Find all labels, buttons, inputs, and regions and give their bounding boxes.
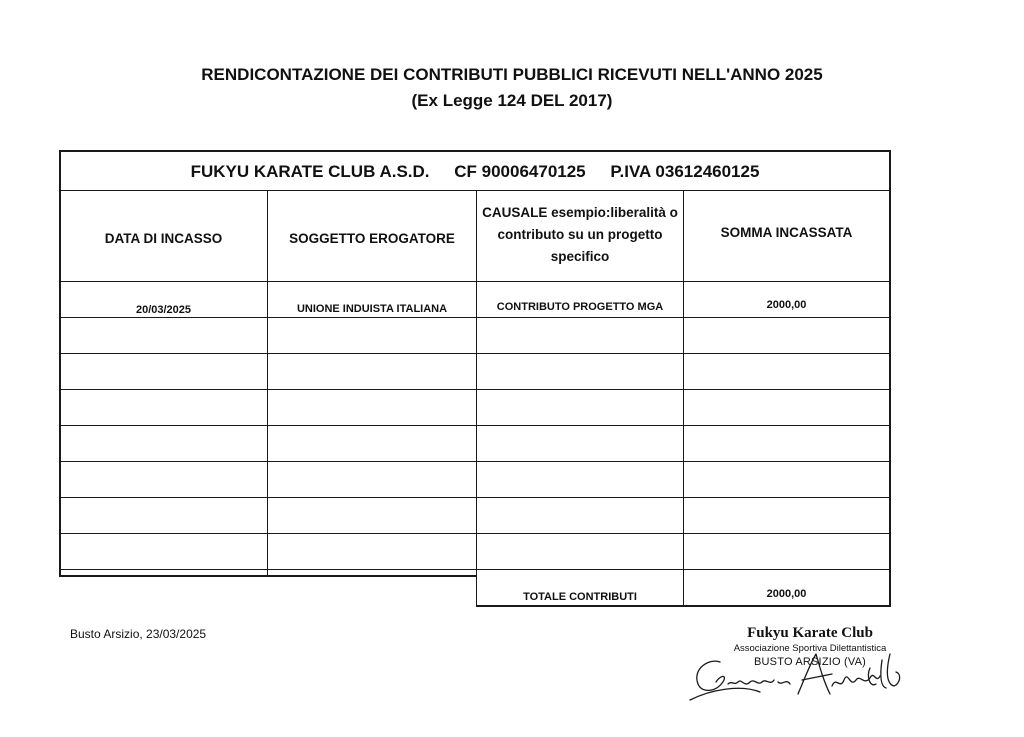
club-cf: CF 90006470125: [454, 162, 586, 181]
title-line-2: (Ex Legge 124 DEL 2017): [411, 91, 613, 110]
stamp-name: Fukyu Karate Club: [747, 625, 873, 641]
place-date: Busto Arsizio, 23/03/2025: [70, 627, 207, 641]
row-1-causale: CONTRIBUTO PROGETTO MGA: [496, 301, 664, 313]
header-somma-incassata: SOMMA INCASSATA: [720, 225, 853, 240]
total-value: 2000,00: [766, 588, 807, 600]
header-data-incasso: DATA DI INCASSO: [104, 231, 223, 246]
club-piva: P.IVA 03612460125: [610, 162, 760, 181]
club-name: FUKYU KARATE CLUB A.S.D.: [190, 162, 430, 181]
stamp-subtitle: Associazione Sportiva Dilettantistica: [733, 643, 887, 654]
header-causale: CAUSALE esempio:liberalità o contributo su un progetto specifico: [482, 205, 678, 264]
club-header: [60, 162, 890, 182]
document-title: [0, 62, 1024, 114]
row-1-somma: 2000,00: [766, 299, 807, 311]
title-line-1: RENDICONTAZIONE DEI CONTRIBUTI PUBBLICI RICEVUTI NELL'ANNO 2025: [201, 65, 823, 84]
stamp-city: BUSTO ARSIZIO (VA): [754, 656, 866, 668]
header-soggetto-erogatore: SOGGETTO EROGATORE: [289, 231, 455, 246]
handwritten-signature: [680, 640, 910, 710]
total-label: TOTALE CONTRIBUTI: [523, 591, 637, 603]
row-1-soggetto: UNIONE INDUISTA ITALIANA: [296, 303, 448, 315]
row-1-data: 20/03/2025: [135, 304, 192, 316]
